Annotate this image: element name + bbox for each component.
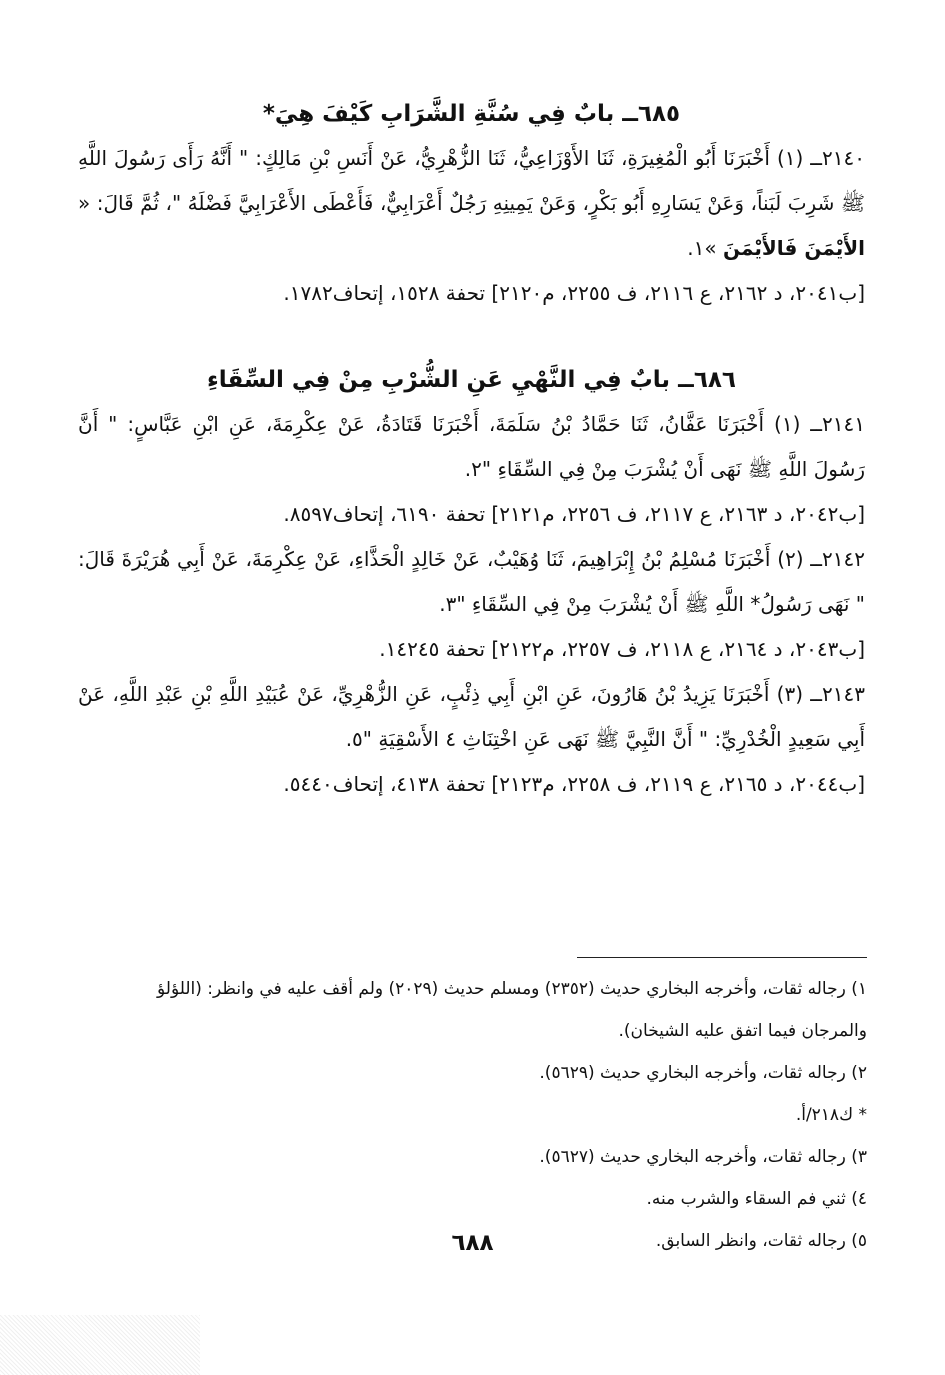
footnotes: [78, 968, 867, 1262]
main-text: [78, 92, 865, 807]
footnote-line: ٣) رجاله ثقات، وأخرجه البخاري حديث (٥٦٢٧).: [539, 1147, 867, 1167]
hadith-2142: ٢١٤٢ــ (٢) أَخْبَرَنَا مُسْلِمُ بْنُ إِبْرَاهِيمَ، ثَنَا وُهَيْبٌ، عَنْ خَالِدٍ الْحَذَّاءِ، عَنْ عِكْرِمَةَ، عَنْ أَبِي هُرَيْرَةَ قَالَ: " نَهَى رَسُولُ* اللَّهِ ﷺ أَنْ يُشْرَبَ مِنْ فِي السِّقَاءِ "٣.: [78, 547, 865, 616]
chapter-heading-686: ٦٨٦ــ بابٌ فِي النَّهْيِ عَنِ الشُّرْبِ مِنْ فِي السِّقَاءِ: [207, 367, 736, 393]
footnote-line: ٤) ثني فم السقاء والشرب منه.: [646, 1189, 867, 1209]
footnote-line: ٢) رجاله ثقات، وأخرجه البخاري حديث (٥٦٢٩).: [539, 1063, 867, 1083]
footnote-line: والمرجان فيما اتفق عليه الشيخان).: [618, 1021, 867, 1041]
hadith-reference: [ب٢٠٤٢، د ٢١٦٣، ع ٢١١٧، ف ٢٢٥٦، م٢١٢١] تحفة ٦١٩٠، إتحاف٨٥٩٧.: [283, 502, 865, 526]
chapter-heading-685: ٦٨٥ــ بابٌ فِي سُنَّةِ الشَّرَابِ كَيْفَ هِيَ*: [262, 101, 681, 127]
hadith-reference: [ب٢٠٤٣، د ٢١٦٤، ع ٢١١٨، ف ٢٢٥٧، م٢١٢٢] تحفة ١٤٢٤٥.: [379, 637, 865, 661]
footnote-line: * ك٢١٨/أ.: [795, 1105, 867, 1125]
page-number: ٦٨٨: [451, 1230, 494, 1256]
footnote-divider: [577, 957, 867, 958]
footnote-line: ٥) رجاله ثقات، وانظر السابق.: [655, 1231, 867, 1251]
hadith-2140: [78, 136, 865, 271]
scan-texture: [0, 1315, 200, 1375]
hadith-end: »١.: [687, 236, 723, 260]
hadith-2143: ٢١٤٣ــ (٣) أَخْبَرَنَا يَزِيدُ بْنُ هَارُونَ، عَنِ ابْنِ أَبِي ذِئْبٍ، عَنِ الزُّهْرِيِّ، عَنْ عُبَيْدِ اللَّهِ بْنِ عَبْدِ اللَّهِ، عَنْ أَبِي سَعِيدٍ الْخُدْرِيِّ: " أَنَّ النَّبِيَّ ﷺ نَهَى عَنِ اخْتِنَاثِ ٤ الأَسْقِيَةِ "٥.: [78, 682, 865, 751]
hadith-bold-phrase: الأَيْمَنَ فَالأَيْمَنَ: [722, 236, 865, 260]
footnote-line: ١) رجاله ثقات، وأخرجه البخاري حديث (٢٣٥٢) ومسلم حديث (٢٠٢٩) ولم أقف عليه في وانظر: (اللؤلؤ: [156, 979, 867, 999]
hadith-text: ٢١٤٠ــ (١) أَخْبَرَنَا أَبُو الْمُغِيرَةِ، ثَنَا الأَوْزَاعِيُّ، ثَنَا الزُّهْرِيُّ، عَنْ أَنَسِ بْنِ مَالِكٍ: " أَنَّهُ رَأَى رَسُولَ اللَّهِ ﷺ شَرِبَ لَبَناً، وَعَنْ يَسَارِهِ أَبُو بَكْرٍ، وَعَنْ يَمِينِهِ رَجُلٌ أَعْرَابِيٌّ، فَأَعْطَى الأَعْرَابِيَّ فَضْلَهُ "، ثُمَّ قَالَ: «: [78, 146, 865, 215]
hadith-reference: [ب٢٠٤١، د ٢١٦٢، ع ٢١١٦، ف ٢٢٥٥، م٢١٢٠] تحفة ١٥٢٨، إتحاف١٧٨٢.: [283, 281, 865, 305]
hadith-2141: ٢١٤١ــ (١) أَخْبَرَنَا عَفَّانُ، ثَنَا حَمَّادُ بْنُ سَلَمَةَ، أَخْبَرَنَا قَتَادَةُ، عَنْ عِكْرِمَةَ، عَنِ ابْنِ عَبَّاسٍ: " أَنَّ رَسُولَ اللَّهِ ﷺ نَهَى أَنْ يُشْرَبَ مِنْ فِي السِّقَاءِ "٢.: [78, 412, 865, 481]
hadith-reference: [ب٢٠٤٤، د ٢١٦٥، ع ٢١١٩، ف ٢٢٥٨، م٢١٢٣] تحفة ٤١٣٨، إتحاف٥٤٤٠.: [283, 772, 865, 796]
